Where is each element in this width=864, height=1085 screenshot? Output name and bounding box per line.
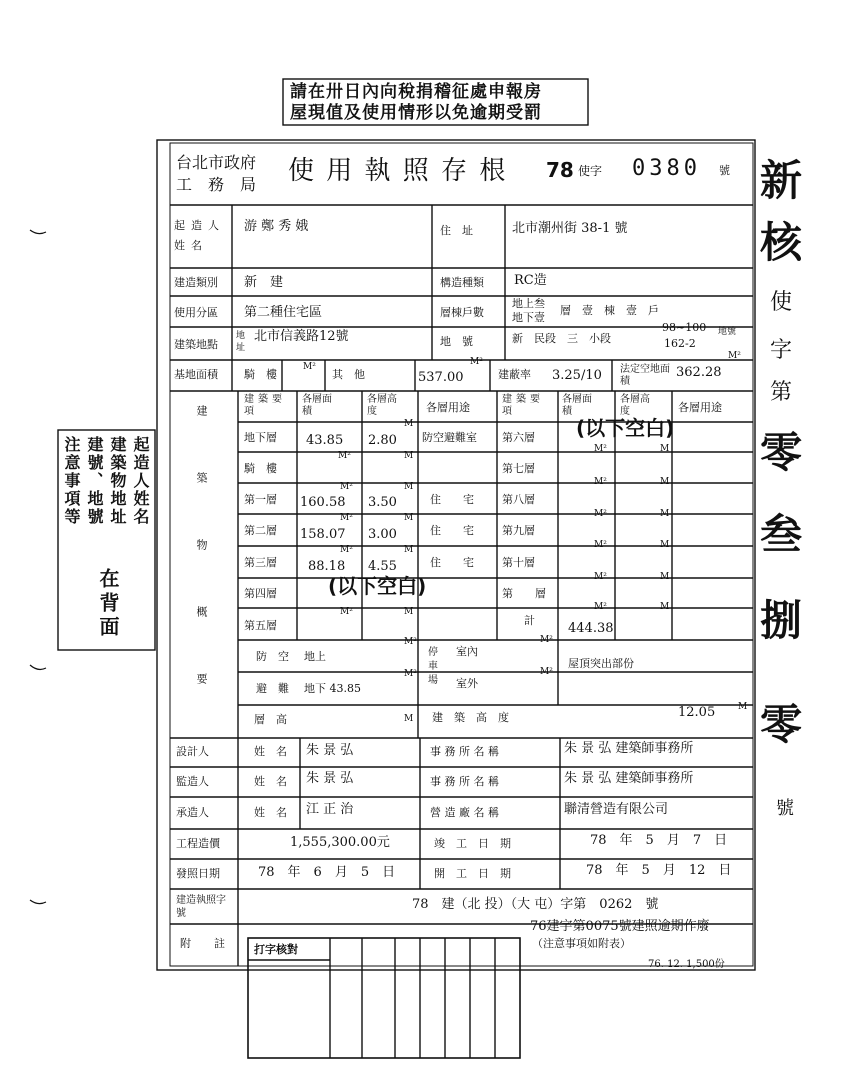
issue-label: 發照日期 bbox=[176, 867, 220, 880]
floor-label: 第三層 bbox=[244, 556, 277, 569]
arcade-label: 騎 樓 bbox=[244, 368, 277, 381]
unit-length: M bbox=[404, 513, 414, 523]
site-small-label: 地址 bbox=[236, 331, 246, 353]
base-area-label: 基地面積 bbox=[174, 368, 218, 381]
start-label: 開 工 日 期 bbox=[434, 867, 511, 880]
floor-height-label: 層 高 bbox=[254, 713, 287, 726]
unit-area: M² bbox=[340, 513, 353, 523]
floors-label: 層棟戶數 bbox=[440, 306, 484, 319]
unit-length: M bbox=[404, 482, 414, 492]
unit-length: M bbox=[660, 477, 670, 487]
print-info: 76. 12. 1,500份 bbox=[648, 959, 725, 970]
unit-area: M² bbox=[404, 669, 417, 679]
unit-area: M² bbox=[340, 607, 353, 617]
header-item-right: 建築要項 bbox=[502, 394, 544, 417]
margin-char: 零 bbox=[760, 428, 803, 477]
floor-use: 住 宅 bbox=[430, 556, 474, 569]
building-height-label: 建 築 高 度 bbox=[432, 711, 509, 724]
parking-indoor: 室內 bbox=[456, 645, 478, 658]
unit-area: M² bbox=[338, 451, 351, 461]
floor-height: 4.55 bbox=[368, 559, 397, 574]
permit-no-value: 78 建（北 投）（大 屯）字第 0262 號 bbox=[412, 897, 659, 912]
form-title: 使 用 執 照 存 根 bbox=[288, 156, 508, 186]
unit-area: M² bbox=[540, 635, 553, 645]
remark-note-1: 76建字第0075號建照逾期作廢 bbox=[530, 919, 710, 934]
floor-area: 158.07 bbox=[300, 527, 346, 542]
cost-value: 1,555,300.00元 bbox=[290, 835, 390, 850]
coverage-value: 3.25/10 bbox=[552, 368, 602, 383]
shelter-label-2: 避 難 bbox=[256, 682, 289, 695]
authority-line-2: 工 務 局 bbox=[176, 175, 257, 194]
other-area: 537.00 bbox=[418, 370, 464, 385]
contractor-factory: 聯清營造有限公司 bbox=[564, 802, 669, 817]
unit-area: M² bbox=[594, 572, 607, 582]
unit-length: M bbox=[404, 419, 414, 429]
floor-label: 第八層 bbox=[502, 493, 535, 506]
unit-length: M bbox=[404, 607, 414, 617]
floor-label: 騎 樓 bbox=[244, 462, 277, 475]
floor-use: 防空避難室 bbox=[422, 431, 477, 444]
floor-area: 160.58 bbox=[300, 495, 346, 510]
applicant-name: 游 鄭 秀 娥 bbox=[244, 219, 309, 234]
floor-label: 第 層 bbox=[502, 587, 546, 600]
stamp-label: 打字核對 bbox=[254, 943, 298, 956]
completion-label: 竣 工 日 期 bbox=[434, 837, 511, 850]
side-note-col-1: 起造人姓名 bbox=[131, 436, 150, 526]
cost-label: 工程造價 bbox=[176, 837, 220, 850]
unit-length: M bbox=[404, 451, 414, 461]
unit-length: M bbox=[738, 702, 748, 712]
floors-rest: 層 壹 棟 壹 戶 bbox=[560, 304, 659, 317]
roof-label: 屋頂突出部份 bbox=[568, 657, 634, 670]
lot-no-small-label: 地號 bbox=[718, 327, 737, 337]
contractor-factory-label: 營 造 廠 名 稱 bbox=[430, 806, 499, 819]
margin-char: 使 bbox=[770, 290, 793, 315]
other-area-unit: M² bbox=[470, 357, 483, 367]
unit-length: M bbox=[404, 714, 414, 724]
side-note-col-4: 注意事項等 bbox=[62, 436, 81, 526]
lot-label: 地 號 bbox=[440, 335, 473, 348]
header-use-left: 各層用途 bbox=[426, 401, 470, 414]
floor-label: 地下層 bbox=[244, 431, 277, 444]
completion-value: 78 年 5 月 7 日 bbox=[590, 833, 728, 848]
site-label: 建築地點 bbox=[174, 338, 218, 351]
margin-char: 零 bbox=[760, 700, 803, 749]
start-value: 78 年 5 月 12 日 bbox=[586, 863, 732, 878]
designer-office: 朱 景 弘 建築師事務所 bbox=[564, 741, 694, 756]
floors-above: 地上叁 bbox=[512, 297, 545, 310]
floor-label: 第五層 bbox=[244, 619, 277, 632]
notice-line-1: 請在卅日內向稅捐稽征處申報房 bbox=[290, 82, 542, 102]
header-height-left: 各層高度 bbox=[367, 394, 397, 417]
floor-label: 計 bbox=[502, 614, 535, 627]
remark-note-2: （注意事項如附表） bbox=[532, 937, 631, 950]
side-note-col-2: 建築物地址 bbox=[108, 436, 127, 526]
site-value: 北市信義路12號 bbox=[254, 329, 349, 344]
authority-line-1: 台北市政府 bbox=[176, 153, 257, 172]
floor-label: 第六層 bbox=[502, 431, 535, 444]
unit-area: M² bbox=[540, 667, 553, 677]
shelter-above: 地上 bbox=[304, 650, 326, 663]
floor-use: 住 宅 bbox=[430, 493, 474, 506]
floor-label: 第十層 bbox=[502, 556, 535, 569]
legal-area-unit: M² bbox=[728, 351, 741, 361]
address-value: 北市潮州街 38-1 號 bbox=[512, 221, 628, 236]
margin-char: 第 bbox=[770, 380, 793, 405]
permit-suffix: 號 bbox=[719, 164, 730, 177]
legal-area-value: 362.28 bbox=[676, 365, 722, 380]
floor-height: 2.80 bbox=[368, 433, 397, 448]
issue-value: 78 年 6 月 5 日 bbox=[258, 865, 396, 880]
designer-label: 設計人 bbox=[176, 745, 209, 758]
margin-char: 新 bbox=[760, 156, 803, 205]
unit-length: M bbox=[660, 572, 670, 582]
floor-label: 第四層 bbox=[244, 587, 277, 600]
address-label: 住 址 bbox=[440, 224, 473, 237]
lot-no-1: 98~100 bbox=[662, 321, 707, 334]
header-use-right: 各層用途 bbox=[678, 401, 722, 414]
floor-height: 3.00 bbox=[368, 527, 397, 542]
unit-area: M² bbox=[594, 602, 607, 612]
coverage-label: 建蔽率 bbox=[498, 368, 531, 381]
unit-length: M bbox=[660, 602, 670, 612]
unit-area: M² bbox=[594, 477, 607, 487]
applicant-label: 起造人姓名 bbox=[174, 219, 225, 252]
unit-area: M² bbox=[340, 545, 353, 555]
permit-prefix: 使字 bbox=[578, 164, 603, 178]
lot-no-2: 162-2 bbox=[664, 337, 696, 350]
permit-year: 78 bbox=[546, 158, 574, 182]
header-item-left: 建築要項 bbox=[244, 394, 286, 417]
zoning-label: 使用分區 bbox=[174, 306, 218, 319]
blank-stamp-right: (以下空白) bbox=[576, 416, 675, 440]
margin-char: 捌 bbox=[760, 596, 803, 645]
structure-label: 構造種類 bbox=[440, 276, 484, 289]
build-type-label: 建造類別 bbox=[174, 276, 218, 289]
floor-label: 第一層 bbox=[244, 493, 277, 506]
building-height-value: 12.05 bbox=[678, 705, 716, 720]
legal-area-label: 法定空地面積 bbox=[620, 364, 670, 387]
other-label: 其 他 bbox=[332, 368, 365, 381]
arcade-unit: M² bbox=[303, 362, 316, 372]
supervisor-name: 朱 景 弘 bbox=[306, 771, 354, 786]
permit-no-label: 建造執照字號 bbox=[176, 895, 226, 919]
build-type-value: 新 建 bbox=[244, 275, 284, 290]
header-height-right: 各層高度 bbox=[620, 394, 650, 417]
designer-office-label: 事 務 所 名 稱 bbox=[430, 745, 499, 758]
unit-area: M² bbox=[594, 444, 607, 454]
unit-length: M bbox=[660, 509, 670, 519]
margin-char: 核 bbox=[760, 218, 803, 267]
floor-label: 第九層 bbox=[502, 524, 535, 537]
permit-number: 0380 bbox=[632, 156, 701, 181]
remarks-label: 附 註 bbox=[180, 937, 231, 950]
supervisor-office: 朱 景 弘 建築師事務所 bbox=[564, 771, 694, 786]
contractor-name-label: 姓 名 bbox=[254, 806, 287, 819]
side-note-col-3: 建號、地號 bbox=[85, 436, 104, 526]
margin-char: 號 bbox=[776, 798, 794, 819]
unit-area: M² bbox=[594, 509, 607, 519]
unit-length: M bbox=[404, 545, 414, 555]
floor-label: 第二層 bbox=[244, 524, 277, 537]
unit-area: M² bbox=[340, 482, 353, 492]
floor-area: 43.85 bbox=[306, 433, 344, 448]
notice-line-2: 屋現值及使用情形以免逾期受罰 bbox=[290, 103, 542, 123]
shelter-below: 地下 43.85 bbox=[304, 682, 361, 695]
supervisor-label: 監造人 bbox=[176, 775, 209, 788]
supervisor-name-label: 姓 名 bbox=[254, 775, 287, 788]
unit-area: M² bbox=[404, 637, 417, 647]
lot-value: 新 民段 三 小段 bbox=[512, 332, 611, 345]
parking-outdoor: 室外 bbox=[456, 677, 478, 690]
blank-stamp-left: (以下空白) bbox=[328, 574, 427, 598]
building-summary-label: 建築物概要 bbox=[195, 405, 208, 740]
margin-char: 叁 bbox=[760, 510, 803, 559]
unit-length: M bbox=[660, 540, 670, 550]
header-area-left: 各層面積 bbox=[302, 394, 332, 417]
designer-name: 朱 景 弘 bbox=[306, 743, 354, 758]
header-area-right: 各層面積 bbox=[562, 394, 592, 417]
unit-length: M bbox=[660, 444, 670, 454]
supervisor-office-label: 事 務 所 名 稱 bbox=[430, 775, 499, 788]
shelter-label-1: 防 空 bbox=[256, 650, 289, 663]
unit-area: M² bbox=[594, 540, 607, 550]
floor-area: 88.18 bbox=[308, 559, 346, 574]
floor-label: 第七層 bbox=[502, 462, 535, 475]
structure-value: RC造 bbox=[514, 273, 547, 288]
contractor-name: 江 正 治 bbox=[306, 802, 354, 817]
floors-below: 地下壹 bbox=[512, 311, 545, 324]
total-area: 444.38 bbox=[568, 621, 614, 636]
floor-height: 3.50 bbox=[368, 495, 397, 510]
contractor-label: 承造人 bbox=[176, 806, 209, 819]
side-note-bottom: 在背面 bbox=[96, 568, 120, 640]
designer-name-label: 姓 名 bbox=[254, 745, 287, 758]
parking-label: 停車場 bbox=[428, 647, 438, 686]
floor-use: 住 宅 bbox=[430, 524, 474, 537]
margin-char: 字 bbox=[770, 338, 793, 363]
zoning-value: 第二種住宅區 bbox=[244, 305, 323, 320]
